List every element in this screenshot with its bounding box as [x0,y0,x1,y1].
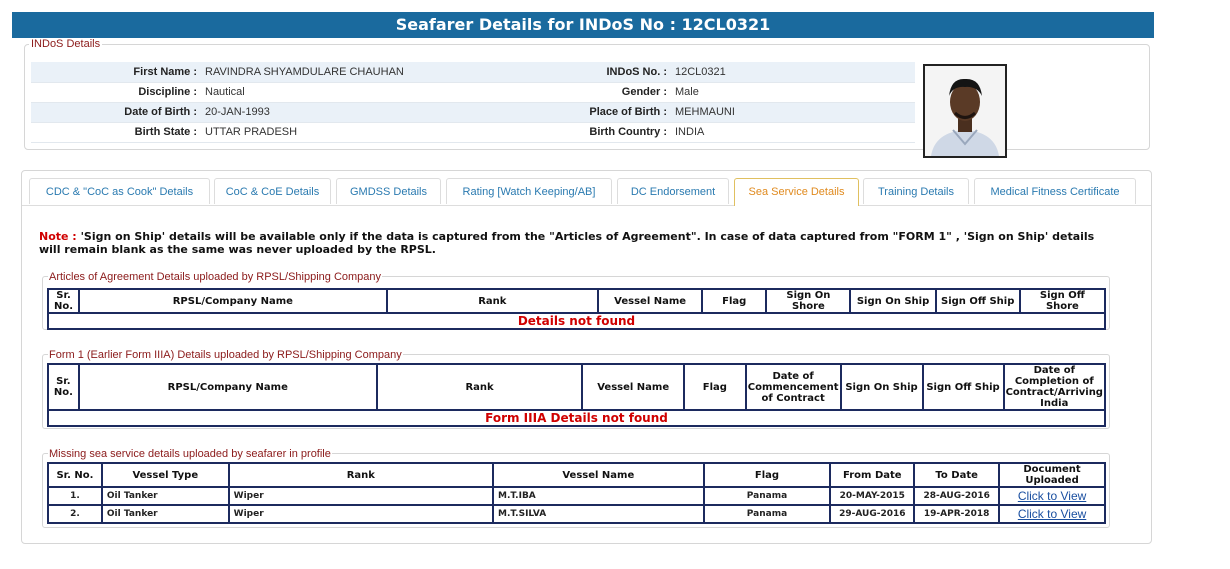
articles-section-title: Articles of Agreement Details uploaded by RPSL/Shipping Company [49,271,382,283]
col-rpsl-company: RPSL/Company Name [79,364,377,410]
discipline-value: Nautical [201,82,481,102]
indos-row [31,62,915,82]
birth-country-value: INDIA [671,122,915,142]
form1-header-row [48,364,1105,410]
col-rank: Rank [387,289,598,313]
sign-on-ship-note [39,230,1099,256]
missing-section [42,448,1110,528]
articles-table [47,288,1106,330]
articles-not-found: Details not found [48,313,1105,329]
first-name-value: RAVINDRA SHYAMDULARE CHAUHAN [201,62,481,82]
indos-details-legend: INDoS Details [31,38,101,50]
col-vessel-name: Vessel Name [493,463,704,487]
indos-row [31,102,915,122]
seafarer-photo [923,64,1007,158]
tab-gmdss[interactable]: GMDSS Details [336,178,441,204]
col-sr-no: Sr. No. [48,289,79,313]
col-rank: Rank [229,463,493,487]
col-sign-off-ship: Sign Off Ship [936,289,1020,313]
col-document-uploaded: Document Uploaded [999,463,1105,487]
cell-sr-no: 2. [48,505,102,523]
discipline-label: Discipline : [31,82,201,102]
cell-from-date: 20-MAY-2015 [830,487,914,505]
col-flag: Flag [704,463,831,487]
articles-header-row [48,289,1105,313]
tab-cdc-coc-cook[interactable]: CDC & "CoC as Cook" Details [29,178,210,204]
articles-section [42,271,1110,330]
col-date-commencement: Date of Commencement of Contract [746,364,841,410]
cell-flag: Panama [704,487,831,505]
missing-section-title: Missing sea service details uploaded by seafarer in profile [49,448,331,460]
form1-section-title: Form 1 (Earlier Form IIIA) Details uploaded by RPSL/Shipping Company [49,349,402,361]
birth-state-value: UTTAR PRADESH [201,122,481,142]
place-of-birth-value: MEHMAUNI [671,102,915,122]
cell-rank: Wiper [229,487,493,505]
tab-rating-watch-keeping[interactable]: Rating [Watch Keeping/AB] [446,178,612,204]
dob-label: Date of Birth : [31,102,201,122]
col-rank: Rank [377,364,583,410]
col-sign-on-ship: Sign On Ship [841,364,923,410]
form1-not-found: Form IIIA Details not found [48,410,1105,426]
place-of-birth-label: Place of Birth : [481,102,671,122]
indos-details-panel [24,38,1150,150]
page-title: Seafarer Details for INDoS No : 12CL0321 [12,12,1154,38]
col-sign-off-ship: Sign Off Ship [923,364,1004,410]
tab-dc-endorsement[interactable]: DC Endorsement [617,178,729,204]
note-text: 'Sign on Ship' details will be available only if the data is captured from the "Articles of Agreement". In case of data captured from "FORM 1" , 'Sign on Ship' details will remain blank as the same was never uploaded by the RPSL. [39,230,1095,256]
cell-to-date: 19-APR-2018 [914,505,999,523]
cell-rank: Wiper [229,505,493,523]
gender-value: Male [671,82,915,102]
birth-state-label: Birth State : [31,122,201,142]
articles-empty-row [48,313,1105,329]
cell-document [999,487,1105,505]
tab-sea-service[interactable]: Sea Service Details [734,178,859,206]
form1-table [47,363,1106,427]
table-row [48,505,1105,523]
cell-vessel-type: Oil Tanker [102,505,229,523]
cell-to-date: 28-AUG-2016 [914,487,999,505]
cell-vessel-name: M.T.IBA [493,487,704,505]
indos-no-label: INDoS No. : [481,62,671,82]
indos-no-value: 12CL0321 [671,62,915,82]
cell-sr-no: 1. [48,487,102,505]
gender-label: Gender : [481,82,671,102]
first-name-label: First Name : [31,62,201,82]
tab-coc-coe[interactable]: CoC & CoE Details [214,178,331,204]
cell-vessel-type: Oil Tanker [102,487,229,505]
col-vessel-name: Vessel Name [582,364,684,410]
birth-country-label: Birth Country : [481,122,671,142]
col-sign-on-shore: Sign On Shore [766,289,850,313]
col-flag: Flag [702,289,766,313]
cell-document [999,505,1105,523]
cell-vessel-name: M.T.SILVA [493,505,704,523]
col-to-date: To Date [914,463,999,487]
form1-section [42,349,1110,429]
person-photo-icon [925,66,1005,156]
cell-flag: Panama [704,505,831,523]
missing-table [47,462,1106,524]
col-vessel-name: Vessel Name [598,289,702,313]
col-rpsl-company: RPSL/Company Name [79,289,387,313]
note-label: Note : [39,230,77,243]
indos-row [31,82,915,102]
indos-row [31,122,915,142]
table-row [48,487,1105,505]
col-vessel-type: Vessel Type [102,463,229,487]
dob-value: 20-JAN-1993 [201,102,481,122]
col-flag: Flag [684,364,746,410]
missing-header-row [48,463,1105,487]
col-from-date: From Date [830,463,914,487]
form1-empty-row [48,410,1105,426]
tab-training[interactable]: Training Details [863,178,969,204]
col-sr-no: Sr. No. [48,364,79,410]
click-to-view-link[interactable]: Click to View [1017,507,1087,521]
tab-medical-fitness[interactable]: Medical Fitness Certificate [974,178,1136,204]
col-sign-off-shore: Sign Off Shore [1020,289,1105,313]
col-date-completion: Date of Completion of Contract/Arriving India [1004,364,1105,410]
indos-details-table [31,62,915,143]
col-sign-on-ship: Sign On Ship [850,289,935,313]
details-tab-container [21,170,1152,544]
cell-from-date: 29-AUG-2016 [830,505,914,523]
details-tab-bar [22,178,1151,206]
col-sr-no: Sr. No. [48,463,102,487]
click-to-view-link[interactable]: Click to View [1017,489,1087,503]
